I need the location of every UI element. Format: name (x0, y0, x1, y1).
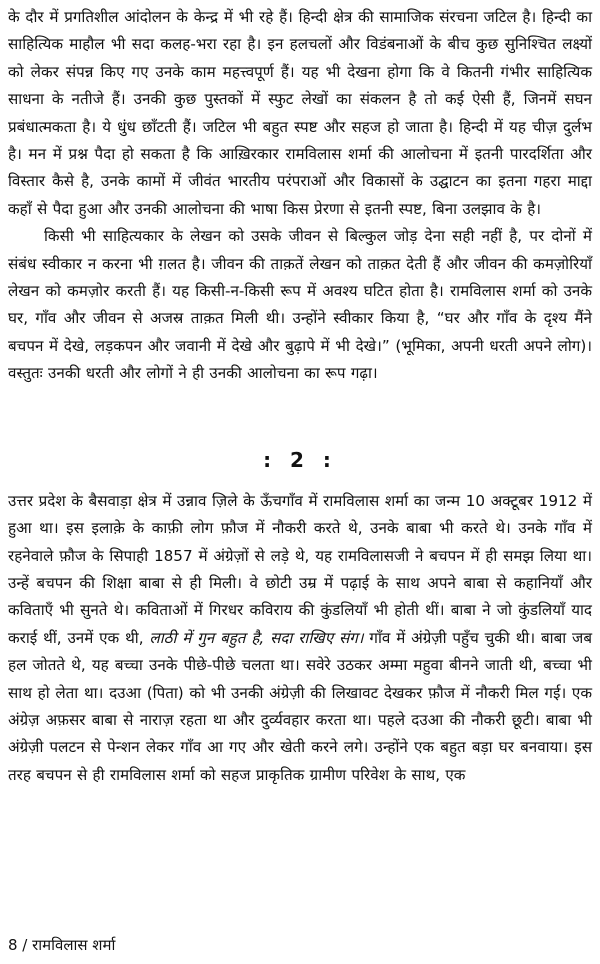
paragraph-1: के दौर में प्रगतिशील आंदोलन के केन्द्र में भी रहे हैं। हिन्दी क्षेत्र की सामाजिक संरचना जटिल है। हिन्दी का साहित्यिक माहौल भी सदा कलह-भरा रहा है। इन हलचलों और विडंबनाओं के बीच कुछ सुनिश्चित लक्ष्यों को लेकर संपन्न किए गए उनके काम महत्त्वपूर्ण हैं। यह भी देखना होगा कि वे कितनी गंभीर साहित्यिक साधना के नतीजे हैं। उनकी कुछ पुस्तकों में स्फुट लेखों का संकलन है तो कई ऐसी हैं, जिनमें सघन प्रबंधात्मकता है। ये धुंध छाँटती हैं। जटिल भी बहुत स्पष्ट और सहज हो जाता है। हिन्दी में यह चीज़ दुर्लभ है। मन में प्रश्न पैदा हो सकता है कि आख़िरकार रामविलास शर्मा की आलोचना में इतनी पारदर्शिता और विस्तार कैसे है, उनके कामों में जीवंत भारतीय परंपराओं और विकासों के उद्घाटन का इतना गहरा माद्दा कहाँ से पैदा हुआ और उनकी आलोचना की भाषा किस प्रेरणा से इतनी स्पष्ट, बिना उलझाव के है। (8, 8, 592, 218)
paragraph-3-text-end: गाँव में अंग्रेज़ी पहुँच चुकी थी। बाबा जब हल जोतते थे, यह बच्चा उनके पीछे-पीछे चलता था। सवेरे उठकर अम्मा महुवा बीनने जाती थी, बच्चा भी साथ हो लेता था। दउआ (पिता) को भी उनकी अंग्रेज़ी की लिखावट देखकर फ़ौज में नौकरी मिल गई। एक अंग्रेज़ अफ़सर बाबा से नाराज़ रहता था और दुर्व्यवहार करता था। पहले दउआ की नौकरी छूटी। बाबा भी अंग्रेज़ी पलटन से पेन्शन लेकर गाँव आ गए और खेती करने लगे। उन्होंने एक बहुत बड़ा घर बनवाया। इस तरह बचपन से ही रामविलास शर्मा को सहज प्राकृतिक ग्रामीण परिवेश के साथ, एक (8, 628, 592, 784)
paragraph-3-text-start: उत्तर प्रदेश के बैसवाड़ा क्षेत्र में उन्नाव ज़िले के ऊँचगाँव में रामविलास शर्मा का जन्म 10 अक्टूबर 1912 में हुआ था। इस इलाक़े के काफ़ी लोग फ़ौज में नौकरी करते थे, उनके बाबा भी करते थे। उनके गाँव में रहनेवाले फ़ौज के सिपाही 1857 में अंग्रेज़ों से लड़े थे, यह रामविलासजी ने बचपन में ही समझ लिया था। उन्हें बचपन की शिक्षा बाबा से ही मिली। वे छोटी उम्र में पढ़ाई के साथ अपने बाबा से कहानियाँ और कविताएँ भी सुनते थे। कविताओं में गिरधर कविराय की कुंडलियाँ भी होती थीं। बाबा ने जो कुंडलियाँ याद कराई थीं, उनमें एक थी, (8, 491, 592, 647)
paragraph-3 (8, 488, 592, 789)
page-body (8, 4, 592, 789)
page-footer: 8 / रामविलास शर्मा (8, 936, 116, 954)
section-number: : 2 : (263, 447, 337, 472)
paragraph-2: किसी भी साहित्यकार के लेखन को उसके जीवन से बिल्कुल जोड़ देना सही नहीं है, पर दोनों में संबंध स्वीकार न करना भी ग़लत है। जीवन की ताक़तें लेखन को ताक़त देती हैं और जीवन की कमज़ोरियाँ लेखन को कमज़ोर करती हैं। यह किसी-न-किसी रूप में अवश्य घटित होता है। रामविलास शर्मा को उनके घर, गाँव और जीवन से अजस्र ताक़त मिली थी। उन्होंने स्वीकार किया है, “घर और गाँव के दृश्य मैंने बचपन में देखे, लड़कपन और जवानी में देखे और बुढ़ापे में भी देखे।” (भूमिका, अपनी धरती अपने लोग)। वस्तुतः उनकी धरती और लोगों ने ही उनकी आलोचना का रूप गढ़ा। (8, 227, 592, 383)
quoted-verse: लाठी में गुन बहुत है, सदा राखिए संग। (149, 628, 364, 647)
